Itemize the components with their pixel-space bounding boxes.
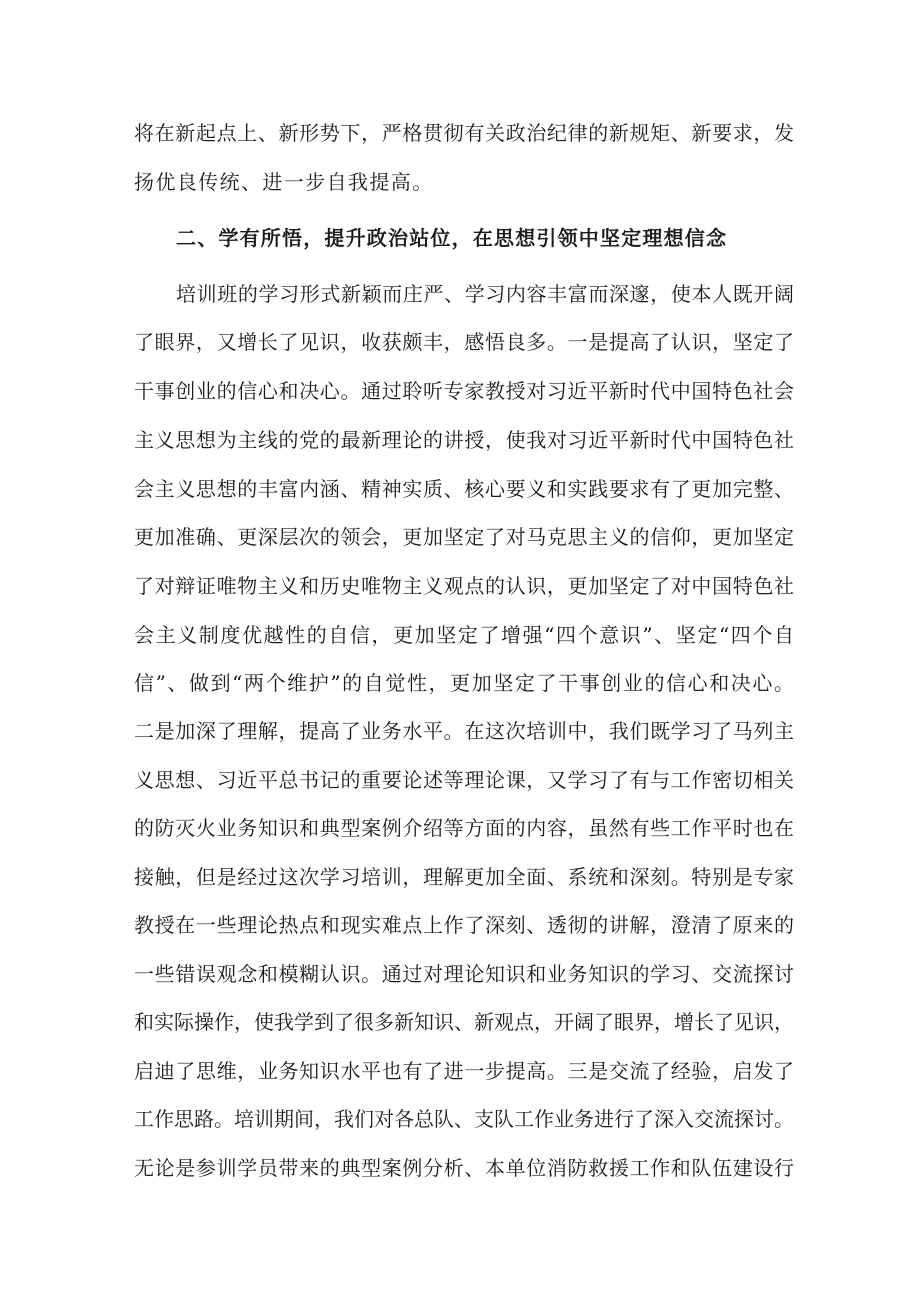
paragraph-line-6: 主义思想为主线的党的最新理论的讲授，使我对习近平新时代中国特色社 (134, 428, 794, 452)
paragraph-line-4: 了眼界，又增长了见识，收获颇丰，感悟良多。一是提高了认识，坚定了 (134, 330, 794, 354)
paragraph-line-13: 义思想、习近平总书记的重要论述等理论课，又学习了有与工作密切相关 (134, 768, 794, 792)
paragraph-line-21: 无论是参训学员带来的典型案例分析、本单位消防救援工作和队伍建设行 (134, 1156, 794, 1180)
paragraph-line-12: 二是加深了理解，提高了业务水平。在这次培训中，我们既学习了马列主 (134, 719, 794, 743)
paragraph-line-9: 了对辩证唯物主义和历史唯物主义观点的认识，更加坚定了对中国特色社 (134, 574, 794, 598)
paragraph-line-2: 扬优良传统、进一步自我提高。 (134, 170, 434, 194)
paragraph-line-1: 将在新起点上、新形势下，严格贯彻有关政治纪律的新规矩、新要求，发 (134, 121, 794, 145)
paragraph-line-14: 的防灭火业务知识和典型案例介绍等方面的内容，虽然有些工作平时也在 (134, 816, 794, 840)
paragraph-line-8: 更加准确、更深层次的领会，更加坚定了对马克思主义的信仰，更加坚定 (134, 525, 794, 549)
paragraph-line-16: 教授在一些理论热点和现实难点上作了深刻、透彻的讲解，澄清了原来的 (134, 913, 794, 937)
paragraph-line-18: 和实际操作，使我学到了很多新知识、新观点，开阔了眼界，增长了见识， (134, 1010, 794, 1034)
paragraph-line-5: 干事创业的信心和决心。通过聆听专家教授对习近平新时代中国特色社会 (134, 379, 794, 403)
paragraph-line-19: 启迪了思维，业务知识水平也有了进一步提高。三是交流了经验，启发了 (134, 1059, 794, 1083)
section-heading: 二、学有所悟，提升政治站位，在思想引领中坚定理想信念 (176, 226, 728, 250)
paragraph-line-17: 一些错误观念和模糊认识。通过对理论知识和业务知识的学习、交流探讨 (134, 962, 794, 986)
paragraph-line-10: 会主义制度优越性的自信，更加坚定了增强“四个意识”、坚定“四个自 (134, 623, 794, 647)
paragraph-line-15: 接触，但是经过这次学习培训，理解更加全面、系统和深刻。特别是专家 (134, 865, 794, 889)
paragraph-line-7: 会主义思想的丰富内涵、精神实质、核心要义和实践要求有了更加完整、 (134, 477, 794, 501)
paragraph-line-11: 信”、做到“两个维护”的自觉性，更加坚定了干事创业的信心和决心。 (134, 671, 794, 695)
paragraph-line-3: 培训班的学习形式新颖而庄严、学习内容丰富而深邃，使本人既开阔 (176, 282, 794, 306)
paragraph-line-20: 工作思路。培训期间，我们对各总队、支队工作业务进行了深入交流探讨。 (134, 1107, 794, 1131)
